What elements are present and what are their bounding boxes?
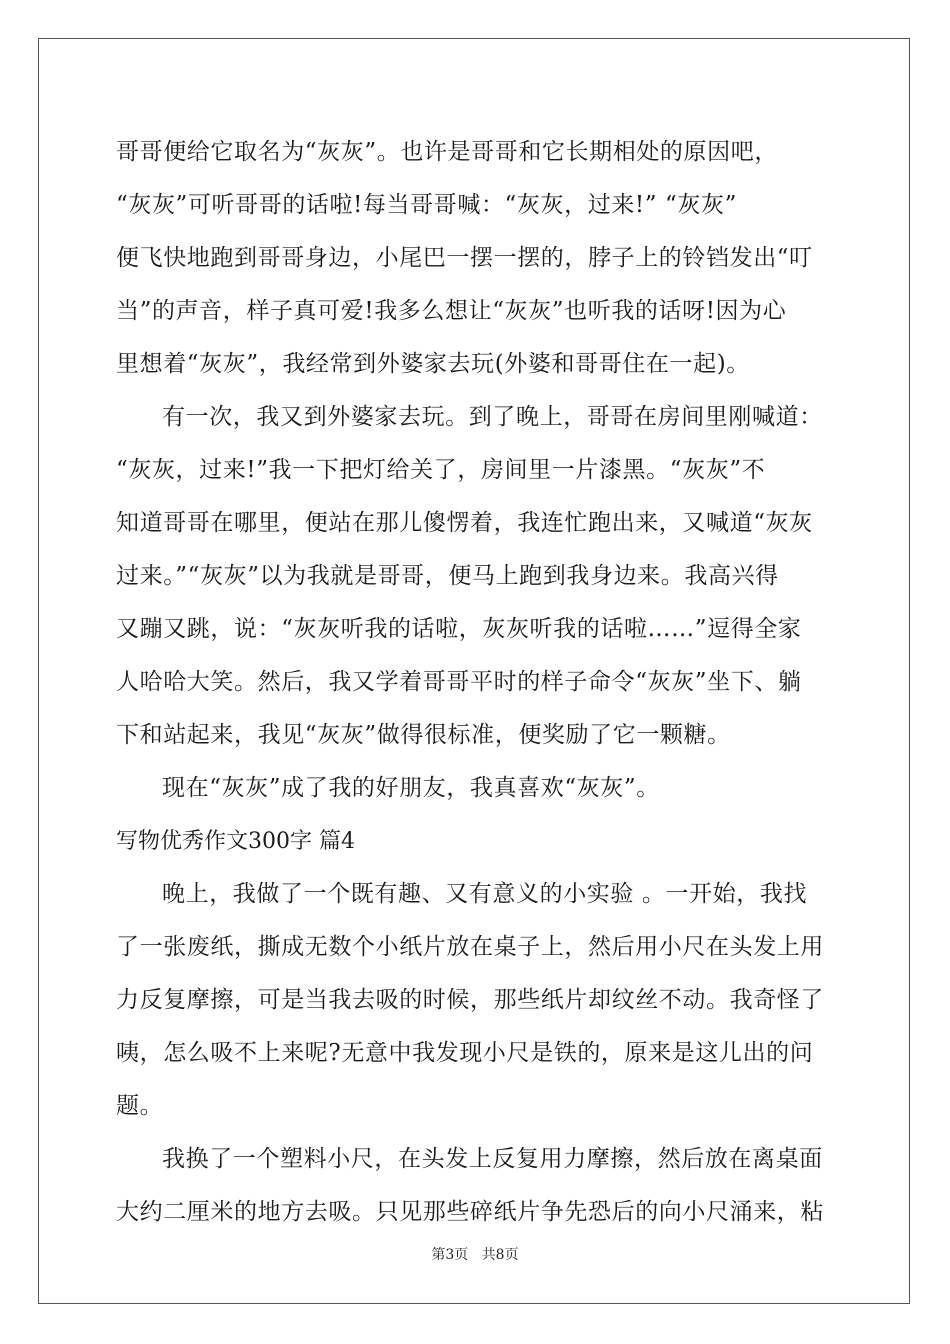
text-line: 哥哥便给它取名为“灰灰”。也许是哥哥和它长期相处的原因吧， — [116, 139, 778, 165]
text-line: 知道哥哥在哪里，便站在那儿傻愣着，我连忙跑出来，又喊道“灰灰 — [116, 510, 813, 536]
text-line: 咦，怎么吸不上来呢?无意中我发现小尺是铁的，原来是这儿出的问 — [116, 1040, 814, 1066]
text-line: 力反复摩擦，可是当我去吸的时候，那些纸片却纹丝不动。我奇怪了 — [116, 987, 824, 1013]
text-line: 题。 — [116, 1093, 164, 1119]
paragraph-start: 有一次，我又到外婆家去玩。到了晚上，哥哥在房间里刚喊道： — [162, 404, 823, 430]
page-number: 第3页 — [431, 1247, 469, 1263]
text-line: “灰灰”可听哥哥的话啦!每当哥哥喊：“灰灰，过来!” “灰灰” — [116, 192, 737, 218]
text-line: 里想着“灰灰”，我经常到外婆家去玩(外婆和哥哥住在一起)。 — [116, 351, 750, 377]
text-line: 了一张废纸，撕成无数个小纸片放在桌子上，然后用小尺在头发上用 — [116, 934, 824, 960]
text-line: 过来。”“灰灰”以为我就是哥哥，便马上跑到我身边来。我高兴得 — [116, 563, 779, 589]
paragraph-start: 现在“灰灰”成了我的好朋友，我真喜欢“灰灰”。 — [162, 775, 660, 801]
text-line: 又蹦又跳，说：“灰灰听我的话啦，灰灰听我的话啦……”逗得全家 — [116, 616, 802, 642]
text-line: 便飞快地跑到哥哥身边，小尾巴一摆一摆的，脖子上的铃铛发出“叮 — [116, 245, 813, 271]
text-line: 下和站起来，我见“灰灰”做得很标准，便奖励了它一颗糖。 — [116, 722, 731, 748]
text-line: 当”的声音，样子真可爱!我多么想让“灰灰”也听我的话呀!因为心 — [116, 298, 787, 324]
page-footer — [0, 1244, 950, 1264]
total-pages: 共8页 — [481, 1247, 519, 1263]
paragraph-start: 我换了一个塑料小尺，在头发上反复用力摩擦，然后放在离桌面 — [162, 1146, 823, 1172]
paragraph-start: 晚上，我做了一个既有趣、又有意义的小实验 。一开始，我找 — [162, 881, 808, 907]
section-heading: 写物优秀作文300字 篇4 — [116, 829, 355, 854]
text-line: 大约二厘米的地方去吸。只见那些碎纸片争先恐后的向小尺涌来，粘 — [116, 1199, 824, 1225]
document-body — [116, 126, 836, 1239]
text-line: “灰灰，过来!”我一下把灯给关了，房间里一片漆黑。“灰灰”不 — [116, 457, 766, 483]
text-line: 人哈哈大笑。然后，我又学着哥哥平时的样子命令“灰灰”坐下、躺 — [116, 669, 802, 695]
